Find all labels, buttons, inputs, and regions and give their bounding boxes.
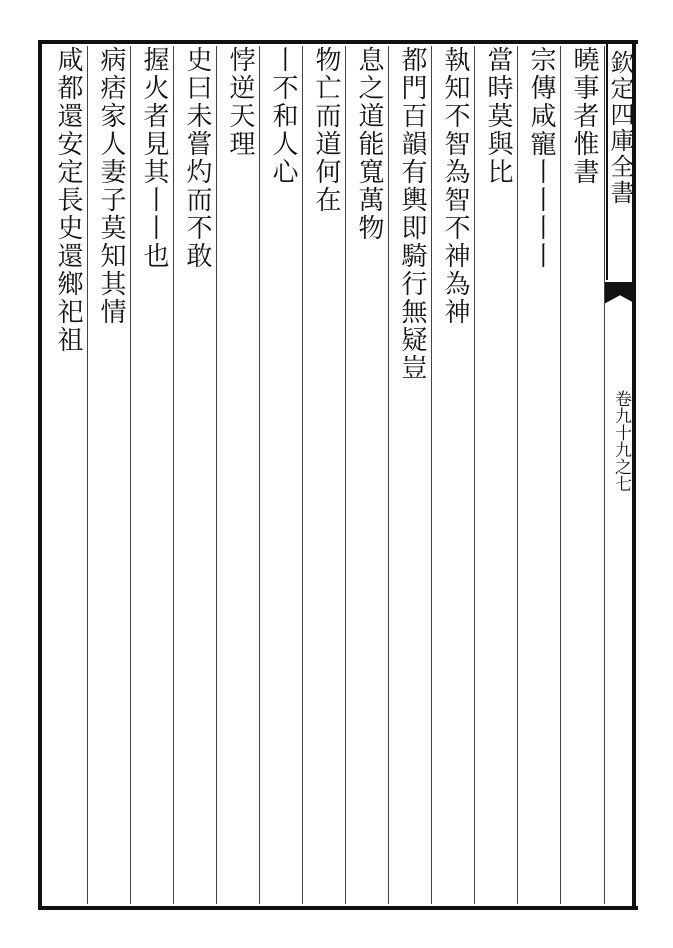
text-column: 丨不和人心 bbox=[268, 46, 298, 186]
text-column: 都門百韻有輿即騎行無疑豈 bbox=[397, 46, 427, 382]
juan-label: 卷九十九之七 bbox=[611, 390, 631, 492]
frame-bottom-border bbox=[38, 906, 638, 910]
text-column: 宗傳咸寵丨丨丨丨 bbox=[526, 46, 556, 270]
text-column: 當時莫與比 bbox=[483, 46, 513, 186]
book-title: 欽定四庫全書 bbox=[606, 50, 634, 206]
text-column: 史曰未嘗灼而不敢 bbox=[182, 46, 212, 270]
text-column: 病痞家人妻子莫知其情 bbox=[96, 46, 126, 326]
text-column: 握火者見其丨丨也 bbox=[139, 46, 169, 270]
text-column: 息之道能寬萬物 bbox=[354, 46, 384, 242]
text-column: 悖逆天理 bbox=[225, 46, 255, 158]
text-column: 咸都還安定長史還鄉祀祖 bbox=[53, 46, 83, 354]
text-column: 物亡而道何在 bbox=[311, 46, 341, 214]
frame-top-border bbox=[38, 40, 638, 44]
fishtail-marker bbox=[604, 282, 636, 304]
frame-left-border bbox=[38, 40, 42, 910]
text-column: 執知不智為智不神為神 bbox=[440, 46, 470, 326]
text-column: 曉事者惟書 bbox=[569, 46, 599, 186]
